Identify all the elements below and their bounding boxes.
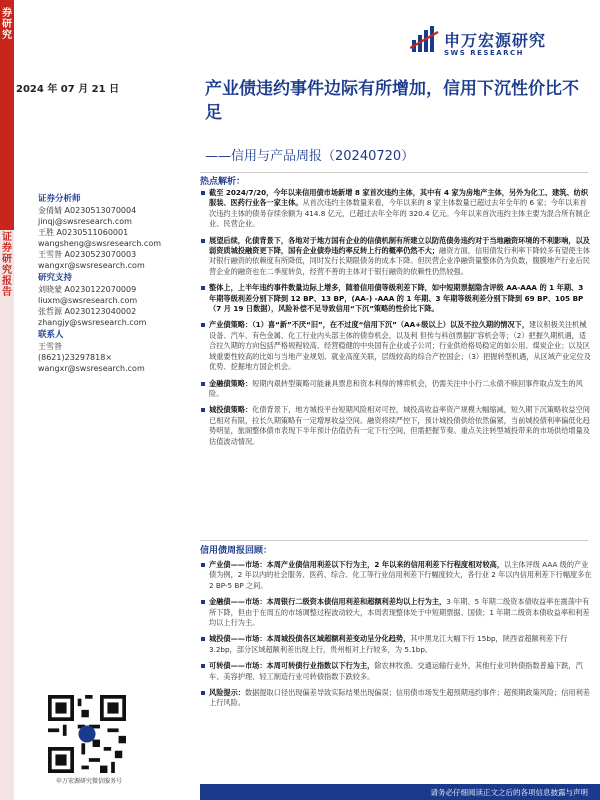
qr-caption: 申万宏源研究微信服务号 bbox=[55, 778, 122, 785]
review-points-list bbox=[200, 560, 592, 709]
contact-name: 王雪昝 bbox=[38, 342, 62, 351]
point-lead: 展望后续，化债背景下，各地对于地方国有企业的信债机制有所建立以防范债务违约对于当地融资环境的不利影响，以及弱资质城投融资更下降，国有企业债券违约率反转上行的概率仍然不大； bbox=[209, 235, 590, 256]
list-item bbox=[200, 405, 592, 447]
side-tab-report-type: 证券研究报告 bbox=[2, 232, 12, 298]
point-body: 数据提取口径出现偏差导致实际结果出现偏误；信用债市场发生超预期违约事件；超预期政策风险；信用利差上行风险。 bbox=[209, 688, 590, 708]
point-body: 以主体评级 AAA 级的产业债为例，2 年以内的社会服务、医药、综合、化工等行业信用利差下行幅度较大，各行业 2 年以内信用利差下行幅度多在 2 BP-5 BP 之间。 bbox=[209, 560, 592, 590]
point-body: 除农林牧渔、交通运输行业外，其他行业可转债指数普遍下跌，汽车、美容护理、轻工制造行业可转债指数下跌较多。 bbox=[209, 661, 583, 681]
review-section-heading: 信用债周报回顾： bbox=[200, 546, 273, 556]
side-tab-top: 券研究 bbox=[2, 8, 12, 41]
point-body: 化债背景下，地方城投平台短期风险相对可控，城投高收益率资产规模大幅缩减，短久期下沉策略收益空间已相对有限，拉长久期策略有一定增厚收益空间。融资将续严控下，预计城投债供给依然偏紧，当前城投债利率偏低化趋势明显，旅阁整体债市表现下半年预计估值仍有一定下行空间，但需把握节奏。重点关注转型城投带来的市场供给增量及估值波动情况。 bbox=[209, 405, 590, 446]
point-body: 建议积极关注机械设备、汽车、有色金属、化工行业内头部主体的债券机会，以及利 但传与科创票据扩容机会等；（2）把握久期机遇，适合拉久期的方向包括严格规程较高、经营稳健的中央国有企业或子公司；行业供给格局稳定的如公用、煤炭企业；以及区域重要性较高的比如与当地产业规划、就业高度关联，层级较高的综合产控国企；（3）把握转型机遇，从区域产业定位及优势、挖掘地方国企机会。 bbox=[209, 320, 591, 372]
assistant-email[interactable]: liuxm@swsresearch.com bbox=[38, 296, 138, 305]
list-item bbox=[200, 634, 592, 655]
list-item bbox=[200, 379, 592, 400]
report-date: 2024 年 07 月 21 日 bbox=[16, 84, 120, 95]
analyst-name: 王胜 A0230511060001 bbox=[38, 228, 129, 237]
analyst-panel bbox=[38, 192, 178, 374]
assistant-email[interactable]: zhangjy@swsresearch.com bbox=[38, 318, 147, 327]
analysts-heading: 证券分析师 bbox=[38, 194, 81, 204]
contact-email[interactable]: wangxr@swsresearch.com bbox=[38, 364, 145, 373]
divider bbox=[200, 172, 588, 173]
point-body: 融资方面，信用债发行利率下降较多有望使主体对银行融资的依赖度有所降低，同时发行长期限债务的成本下降。但民营企业净融资量整体仍为负数，腹膜地产行业后民营企业的融资也在二季度转负，经营不善的主体对于银行融资的依赖性仍然较强。 bbox=[209, 246, 590, 276]
point-lead: 可转债——市场：本周可转债行业指数以下行为主， bbox=[209, 661, 375, 671]
analyst-name: 王雪昝 A0230523070003 bbox=[38, 250, 137, 259]
list-item bbox=[200, 236, 592, 278]
side-tab-category: 债券研究 bbox=[2, 118, 12, 162]
list-item bbox=[200, 320, 592, 372]
point-body: 其中黑龙江大幅下行 15bp，陕西省超额利差下行 3.2bp，部分区域超额利差出现上行，贵州相对上行较多，为 5.1bp。 bbox=[209, 634, 568, 654]
point-lead: 产业债策略：（1）喜“新”不厌“旧”，在不过度“信用下沉”（AA+级以上）以及不拉久期的情况下， bbox=[209, 320, 530, 330]
contact-heading: 联系人 bbox=[38, 330, 64, 340]
assistant-name: 刘晓蒙 A0230122070009 bbox=[38, 285, 137, 294]
logo-mark-icon bbox=[410, 26, 440, 54]
qr-code-icon bbox=[48, 695, 126, 773]
assistant-name: 张哲源 A0230123040002 bbox=[38, 307, 137, 316]
analyst-email[interactable]: wangsheng@swsresearch.com bbox=[38, 239, 162, 248]
point-lead: 城投债策略： bbox=[209, 405, 253, 415]
report-title: 产业债违约事件边际有所增加，信用下沉性价比不足 bbox=[205, 79, 579, 123]
point-lead: 金融债策略： bbox=[209, 378, 253, 388]
list-item bbox=[200, 283, 592, 314]
contact-phone: (8621)23297818× bbox=[38, 353, 113, 362]
divider bbox=[200, 540, 588, 541]
list-item bbox=[200, 661, 592, 682]
point-body: 从首次违约主体数量来看，今年以来的 8 家主体数量已超过去年全年的 6 家；今年以来首次违约主体的债务存续余额为 414.8 亿元，已超过去年全年的 320.4 亿元。今年以来首次违约主体主要为混合所有制企业、民营企业。 bbox=[209, 198, 590, 229]
point-lead: 截至 2024/7/20，今年以来信用债市场新增 8 家首次违约主体，其中有 4 家为房地产主体，另外为化工、建筑、纺织服装、医药行业各一家主体。 bbox=[209, 188, 589, 208]
hot-section-heading: 热点解析： bbox=[200, 177, 246, 187]
list-item bbox=[200, 597, 592, 628]
footer-bar bbox=[200, 784, 600, 800]
point-lead: 产业债——市场：本周产业债信用利差以下行为主，2 年以来的信用利差下行程度相对较高， bbox=[209, 560, 505, 569]
company-logo bbox=[410, 22, 580, 62]
analyst-email[interactable]: wangxr@swsresearch.com bbox=[38, 261, 145, 270]
assistants-heading: 研究支持 bbox=[38, 273, 73, 283]
point-body: 短期内艰转型策略可能兼具票息和资本利得的博弈机会，仍需关注中小行二永债不赎回事件取点发生的风险。 bbox=[209, 378, 583, 398]
logo-text-en: SWS RESEARCH bbox=[444, 49, 525, 57]
point-lead: 整体上，上半年违约事件数量边际上增多，随着信用债等级利差下降，如中短期票据隐含评级 AA-AAA 的 1 年期、3 年期等级利差分别下降到 12 BP、13 BP，(AA-) -AAA 的 1 年期、3 年期等级利差分别下降到 69 BP、105 BP（7 月 19 日数据），风险补偿不足导致信用“下沉”策略的性价比下降。 bbox=[209, 283, 584, 314]
list-item bbox=[200, 688, 592, 709]
logo-text-cn: 申万宏源研究 bbox=[444, 31, 547, 50]
list-item bbox=[200, 560, 592, 591]
point-lead: 风险提示： bbox=[209, 688, 245, 698]
analyst-name: 金倩婧 A0230513070004 bbox=[38, 206, 137, 215]
point-body: 3 年期、5 年期二级资本债收益率在震荡中有所下降，但由于在周五的市场调整过程波动较大，本周表现整体处于中短期票据、国债；1 年期二级资本债收益率和利差均以上行为主。 bbox=[209, 597, 590, 628]
footer-disclaimer: 请务必仔细阅读正文之后的各项信息披露与声明 bbox=[430, 788, 588, 797]
analyst-email[interactable]: jinqj@swsresearch.com bbox=[38, 217, 132, 226]
point-lead: 城投债——市场：本周城投债各区域超额利差变动呈分化趋势， bbox=[209, 634, 411, 644]
report-subtitle: ——信用与产品周报（20240720） bbox=[205, 149, 415, 164]
list-item bbox=[200, 188, 592, 230]
hot-points-list bbox=[200, 188, 592, 447]
point-lead: 金融债——市场：本周银行二级资本债信用利差和超额利差均以上行为主， bbox=[209, 597, 447, 607]
side-strip bbox=[0, 0, 14, 800]
